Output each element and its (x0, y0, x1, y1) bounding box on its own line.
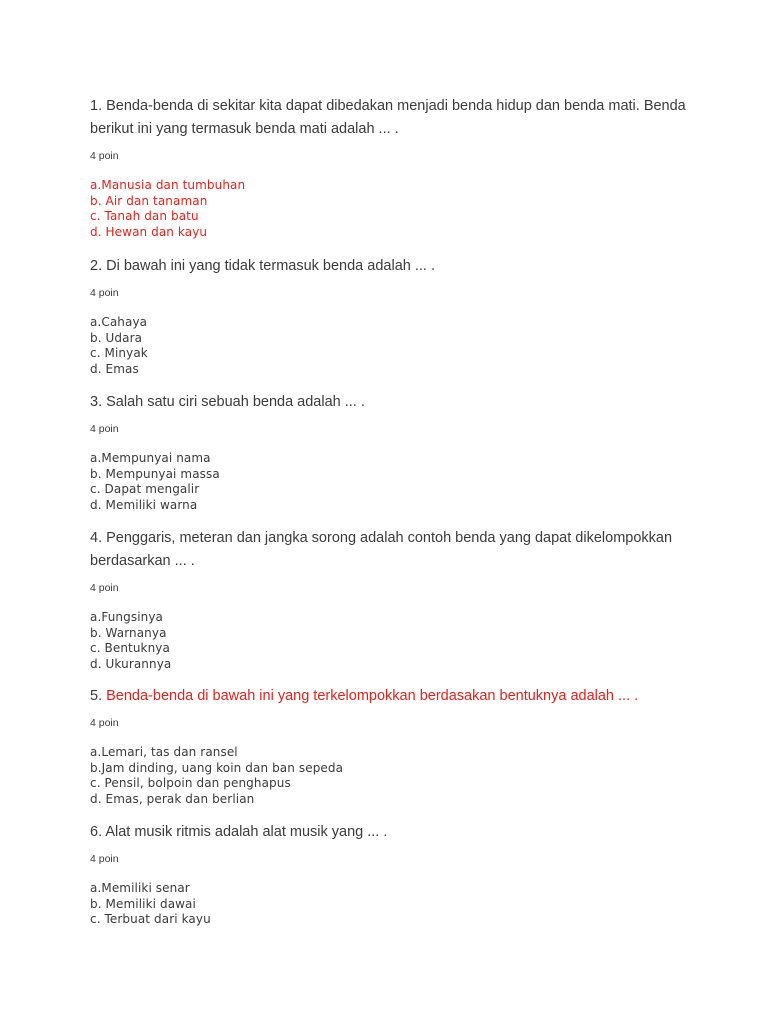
answer-options (90, 315, 690, 377)
option-b: b. Mempunyai massa (90, 466, 220, 481)
question-body: Di bawah ini yang tidak termasuk benda adalah ... . (106, 258, 435, 274)
option-c: c. Tanah dan batu (90, 209, 199, 223)
question-number: 3. (90, 394, 103, 410)
question-text (90, 821, 690, 844)
question-number: 6. (90, 824, 103, 840)
question-4 (90, 527, 690, 672)
question-body: Salah satu ciri sebuah benda adalah ... . (106, 394, 365, 410)
option-a: a.Cahaya (90, 315, 148, 329)
question-body: Benda-benda di bawah ini yang terkelompokkan berdasakan bentuknya adalah ... . (106, 688, 639, 704)
option-c: c. Bentuknya (90, 641, 170, 655)
points-label: 4 poin (90, 853, 119, 865)
question-body: Alat musik ritmis adalah alat musik yang ... . (105, 824, 388, 840)
option-d: d. Ukurannya (90, 656, 172, 671)
question-2 (90, 255, 690, 377)
answer-options (90, 178, 690, 240)
question-body: Benda-benda di sekitar kita dapat dibedakan menjadi benda hidup dan benda mati. Benda berikut ini yang termasuk benda mati adalah ... . (90, 98, 686, 137)
question-1 (90, 95, 690, 240)
question-text (90, 255, 690, 278)
points-label: 4 poin (90, 423, 119, 435)
option-c: c. Minyak (90, 346, 148, 360)
option-c: c. Terbuat dari kayu (90, 912, 211, 926)
points-label: 4 poin (90, 582, 119, 594)
option-d: d. Emas, perak dan berlian (90, 791, 255, 806)
question-6 (90, 821, 690, 928)
option-a: a.Lemari, tas dan ransel (90, 745, 238, 759)
points-label: 4 poin (90, 717, 119, 729)
option-a: a.Mempunyai nama (90, 451, 211, 465)
option-d: d. Memiliki warna (90, 497, 198, 512)
answer-options (90, 881, 690, 928)
question-number: 1. (90, 98, 103, 114)
option-b: b. Air dan tanaman (90, 193, 208, 208)
option-b: b.Jam dinding, uang koin dan ban sepeda (90, 760, 344, 775)
points-label: 4 poin (90, 287, 119, 299)
question-number: 5. (90, 688, 103, 704)
question-3 (90, 391, 690, 513)
question-number: 2. (90, 258, 103, 274)
question-text (90, 95, 690, 141)
option-a: a.Fungsinya (90, 610, 163, 624)
question-text (90, 391, 690, 414)
option-c: c. Pensil, bolpoin dan penghapus (90, 776, 291, 790)
option-c: c. Dapat mengalir (90, 482, 200, 496)
option-d: d. Hewan dan kayu (90, 224, 208, 239)
option-b: b. Warnanya (90, 625, 167, 640)
answer-options (90, 451, 690, 513)
question-body: Penggaris, meteran dan jangka sorong adalah contoh benda yang dapat dikelompokkan berdasarkan ... . (90, 530, 673, 569)
question-number: 4. (90, 530, 103, 546)
answer-options (90, 610, 690, 672)
option-a: a.Manusia dan tumbuhan (90, 178, 246, 192)
question-5 (90, 685, 690, 807)
answer-options (90, 745, 690, 807)
option-a: a.Memiliki senar (90, 881, 190, 895)
points-label: 4 poin (90, 150, 119, 162)
question-text (90, 685, 690, 708)
option-b: b. Memiliki dawai (90, 896, 196, 911)
question-text (90, 527, 690, 573)
option-d: d. Emas (90, 361, 139, 376)
option-b: b. Udara (90, 330, 143, 345)
